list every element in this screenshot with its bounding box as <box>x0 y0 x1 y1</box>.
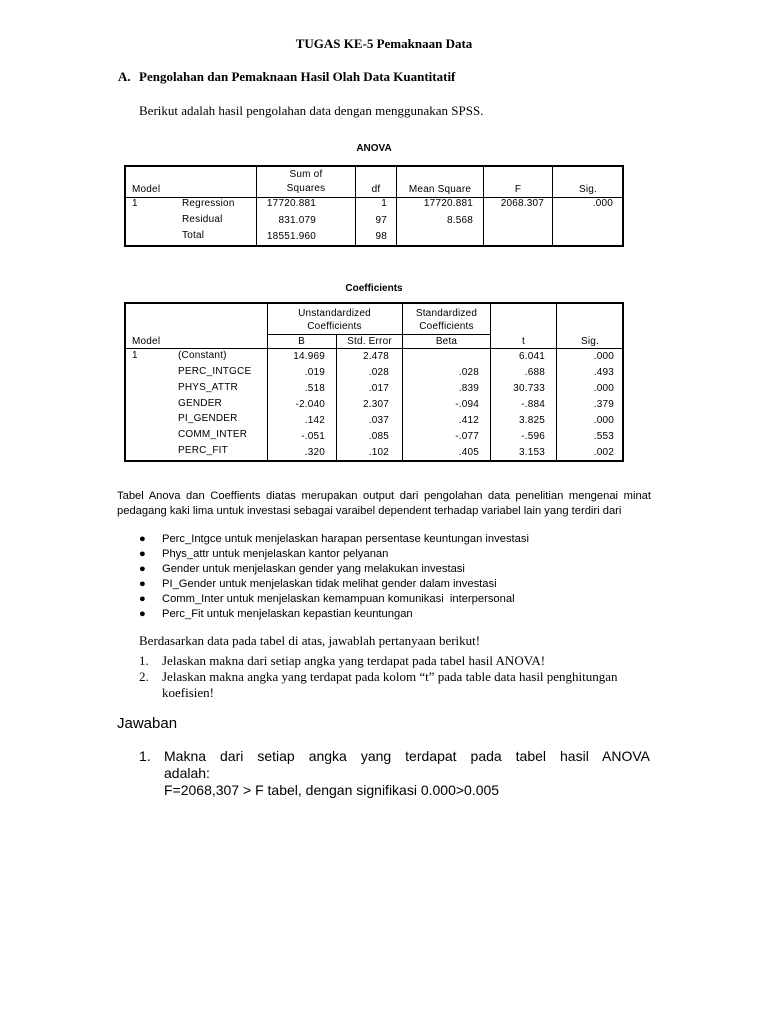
anova-header-f: F <box>514 184 522 195</box>
anova-table <box>124 165 624 247</box>
coef-header-model: Model <box>132 336 161 347</box>
section-title: Pengolahan dan Pemaknaan Hasil Olah Data Kuantitatif <box>139 69 456 84</box>
anova-row-df: 98 <box>375 231 387 242</box>
coef-row-b: -.051 <box>301 431 325 442</box>
bullet-icon: ● <box>139 562 146 575</box>
coef-row-sig: .002 <box>593 447 614 458</box>
anova-row-label: Residual <box>182 214 223 225</box>
anova-header-sig: Sig. <box>578 184 598 195</box>
explanation-paragraph: Tabel Anova dan Coeffients diatas merupakan output dari pengolahan data penelitian mengenai minat pedagang kaki lima untuk investasi sebagai varaibel dependent terhadap variabel lain yang terdiri dari <box>117 490 651 517</box>
coef-header-t: t <box>522 336 525 347</box>
answer-number: 1. <box>139 748 151 764</box>
anova-header-model: Model <box>132 184 161 195</box>
coefficients-table <box>124 302 624 462</box>
coef-row-b: .320 <box>304 447 325 458</box>
coef-header-se: Std. Error <box>347 336 392 347</box>
answer-line-2: adalah: <box>164 765 210 781</box>
coef-header-std-bottom: Coefficients <box>419 321 474 332</box>
coef-row-label: GENDER <box>178 398 222 409</box>
section-number: A. <box>118 69 131 84</box>
question-text: Jelaskan makna dari setiap angka yang terdapat pada tabel hasil ANOVA! <box>162 653 546 668</box>
list-item-text: Perc_Fit untuk menjelaskan kepastian keuntungan <box>162 607 413 620</box>
question-lead: Berdasarkan data pada tabel di atas, jawablah pertanyaan berikut! <box>139 633 481 648</box>
anova-title: ANOVA <box>356 143 392 154</box>
document-title: TUGAS KE-5 Pemaknaan Data <box>295 36 473 51</box>
anova-row-ms: 8.568 <box>446 215 473 226</box>
anova-row-label: Regression <box>182 198 235 209</box>
anova-row-sig: .000 <box>592 198 613 209</box>
bullet-icon: ● <box>139 607 146 620</box>
question-item <box>139 653 546 669</box>
list-item-text: PI_Gender untuk menjelaskan tidak melihat gender dalam investasi <box>162 577 497 590</box>
intro-text: Berikut adalah hasil pengolahan data dengan menggunakan SPSS. <box>139 103 484 118</box>
anova-model-number: 1 <box>132 198 138 209</box>
question-number: 2. <box>139 669 149 684</box>
list-item <box>139 577 529 592</box>
anova-row-ss: 18551.960 <box>266 231 316 242</box>
coef-row-b: 14.969 <box>293 351 325 362</box>
coef-row-beta: .839 <box>458 383 479 394</box>
coef-row-beta: .412 <box>458 415 479 426</box>
list-item-text: Gender untuk menjelaskan gender yang melakukan investasi <box>162 562 465 575</box>
coef-header-unstd-top: Unstandardized <box>298 308 371 319</box>
list-item <box>139 562 529 577</box>
coef-row-label: PERC_INTGCE <box>178 366 252 377</box>
coef-row-b: .518 <box>304 383 325 394</box>
coef-row-t: 3.153 <box>518 447 545 458</box>
coef-row-se: .037 <box>368 415 389 426</box>
list-item-text: Perc_Intgce untuk menjelaskan harapan persentase keuntungan investasi <box>162 533 529 545</box>
coef-row-sig: .379 <box>593 399 614 410</box>
coef-row-b: -2.040 <box>295 399 325 410</box>
list-item <box>139 532 529 547</box>
coef-row-beta: -.077 <box>455 431 479 442</box>
coef-row-sig: .493 <box>593 367 614 378</box>
coef-row-label: PI_GENDER <box>178 413 238 424</box>
question-text: Jelaskan makna angka yang terdapat pada kolom “t” pada table data hasil penghitungan koefisien! <box>162 669 618 700</box>
coef-row-se: 2.478 <box>362 351 389 362</box>
coef-row-t: -.596 <box>521 431 545 442</box>
coef-header-beta: Beta <box>435 336 458 347</box>
coef-row-label: (Constant) <box>178 350 227 361</box>
section-heading <box>118 69 455 85</box>
answer-line-1: Makna dari setiap angka yang terdapat pada tabel hasil ANOVA <box>164 748 650 764</box>
anova-header-ms: Mean Square <box>408 184 472 195</box>
coef-row-t: .688 <box>524 367 545 378</box>
coef-model-number: 1 <box>132 350 138 361</box>
list-item-text: Phys_attr untuk menjelaskan kantor pelyanan <box>162 547 389 560</box>
coef-row-t: 6.041 <box>518 351 545 362</box>
coef-row-se: .085 <box>368 431 389 442</box>
anova-header-ss-top: Sum of <box>289 169 323 180</box>
coef-header-sig: Sig. <box>580 336 600 347</box>
list-item <box>139 592 529 607</box>
list-item <box>139 607 529 622</box>
anova-header-ss-bottom: Squares <box>286 183 326 194</box>
coef-row-sig: .000 <box>593 351 614 362</box>
answer-heading: Jawaban <box>117 715 178 732</box>
anova-row-df: 97 <box>375 215 387 226</box>
coef-header-std-top: Standardized <box>415 308 478 319</box>
variable-list <box>139 532 529 621</box>
coef-row-beta: -.094 <box>455 399 479 410</box>
coef-row-se: .017 <box>368 383 389 394</box>
coefficients-title: Coefficients <box>345 283 403 294</box>
coef-header-b: B <box>298 336 305 347</box>
anova-row-ms: 17720.881 <box>423 198 473 209</box>
coef-row-b: .142 <box>304 415 325 426</box>
coef-row-label: PHYS_ATTR <box>178 382 238 393</box>
coef-row-sig: .553 <box>593 431 614 442</box>
anova-row-f: 2068.307 <box>500 198 544 209</box>
coef-row-label: PERC_FIT <box>178 445 228 456</box>
coef-row-label: COMM_INTER <box>178 429 248 440</box>
coef-row-b: .019 <box>304 367 325 378</box>
list-item <box>139 547 529 562</box>
coef-header-unstd-bottom: Coefficients <box>307 321 362 332</box>
bullet-icon: ● <box>139 577 146 590</box>
coef-row-sig: .000 <box>593 383 614 394</box>
anova-row-df: 1 <box>381 198 387 209</box>
coef-row-se: .028 <box>368 367 389 378</box>
coef-row-beta: .405 <box>458 447 479 458</box>
coef-row-se: .102 <box>368 447 389 458</box>
bullet-icon: ● <box>139 533 146 545</box>
anova-header-df: df <box>371 184 381 195</box>
coef-row-beta: .028 <box>458 367 479 378</box>
question-number: 1. <box>139 653 149 668</box>
coef-row-t: 30.733 <box>513 383 545 394</box>
question-item <box>139 669 618 700</box>
anova-row-label: Total <box>182 230 205 241</box>
bullet-icon: ● <box>139 592 146 605</box>
anova-row-ss: 831.079 <box>278 215 316 226</box>
coef-row-se: 2.307 <box>362 399 389 410</box>
coef-row-sig: .000 <box>593 415 614 426</box>
coef-row-t: -.884 <box>521 399 545 410</box>
coef-row-t: 3.825 <box>518 415 545 426</box>
bullet-icon: ● <box>139 547 146 560</box>
anova-row-ss: 17720.881 <box>266 198 316 209</box>
list-item-text: Comm_Inter untuk menjelaskan kemampuan komunikasi interpersonal <box>162 592 515 605</box>
answer-line-3: F=2068,307 > F tabel, dengan signifikasi 0.000>0.005 <box>164 782 500 798</box>
